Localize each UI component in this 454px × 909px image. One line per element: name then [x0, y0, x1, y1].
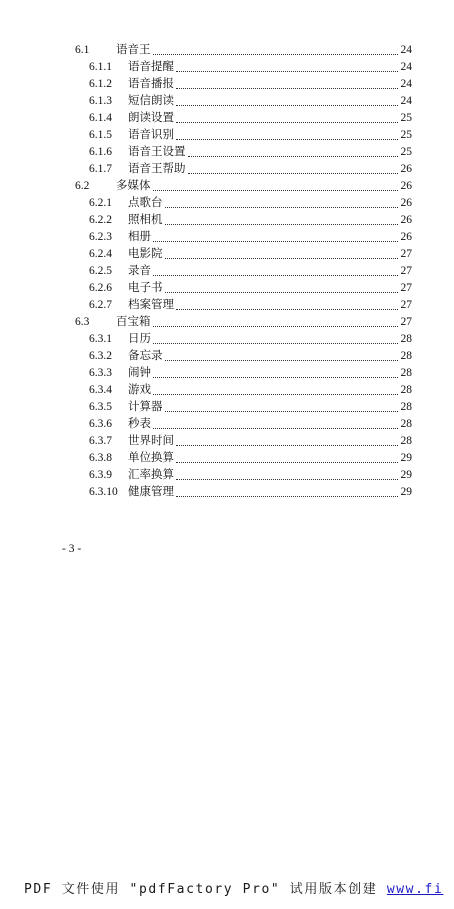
toc-entry-number: 6.2.7	[89, 299, 112, 311]
toc-entry-page: 27	[400, 265, 412, 277]
toc-entry-page: 25	[400, 129, 412, 141]
toc-entry-title: 档案管理	[128, 299, 174, 311]
toc-entry-page: 24	[400, 44, 412, 56]
toc-subsection-entry[interactable]	[0, 399, 454, 416]
toc-entry-number: 6.2.5	[89, 265, 112, 277]
toc-entry-number: 6.3.10	[89, 486, 118, 498]
toc-entry-number: 6.1.2	[89, 78, 112, 90]
toc-entry-page: 29	[400, 486, 412, 498]
toc-entry-page: 25	[400, 146, 412, 158]
toc-dot-leader	[165, 207, 399, 208]
toc-dot-leader	[153, 275, 398, 276]
toc-entry-title: 游戏	[128, 384, 151, 396]
toc-entry-number: 6.1.5	[89, 129, 112, 141]
toc-entry-number: 6.1.6	[89, 146, 112, 158]
toc-entry-page: 26	[400, 214, 412, 226]
toc-entry-title: 闹钟	[128, 367, 151, 379]
toc-entry-page: 24	[400, 61, 412, 73]
toc-entry-page: 29	[400, 469, 412, 481]
toc-dot-leader	[153, 428, 398, 429]
toc-entry-page: 28	[400, 367, 412, 379]
toc-dot-leader	[165, 224, 399, 225]
watermark-link[interactable]: www.fi	[386, 882, 444, 897]
toc-entry-page: 26	[400, 163, 412, 175]
toc-entry-title: 百宝箱	[116, 316, 151, 328]
toc-subsection-entry[interactable]	[0, 297, 454, 314]
toc-subsection-entry[interactable]	[0, 263, 454, 280]
toc-entry-number: 6.1.3	[89, 95, 112, 107]
toc-dot-leader	[153, 190, 399, 191]
toc-entry-number: 6.2.2	[89, 214, 112, 226]
toc-dot-leader	[165, 360, 399, 361]
toc-subsection-entry[interactable]	[0, 246, 454, 263]
toc-dot-leader	[176, 88, 398, 89]
toc-subsection-entry[interactable]	[0, 127, 454, 144]
toc-dot-leader	[153, 377, 398, 378]
toc-dot-leader	[153, 54, 399, 55]
toc-entry-title: 语音提醒	[128, 61, 174, 73]
toc-entry-number: 6.3.4	[89, 384, 112, 396]
toc-dot-leader	[176, 462, 398, 463]
toc-entry-page: 28	[400, 384, 412, 396]
toc-entry-number: 6.2.1	[89, 197, 112, 209]
toc-entry-number: 6.3	[75, 316, 90, 328]
toc-subsection-entry[interactable]	[0, 348, 454, 365]
pdffactory-watermark	[24, 878, 443, 897]
toc-dot-leader	[176, 496, 398, 497]
table-of-contents	[0, 42, 454, 501]
toc-section-entry[interactable]	[0, 178, 454, 195]
toc-entry-title: 语音识别	[128, 129, 174, 141]
toc-subsection-entry[interactable]	[0, 195, 454, 212]
toc-subsection-entry[interactable]	[0, 76, 454, 93]
toc-entry-title: 单位换算	[128, 452, 174, 464]
toc-entry-title: 电子书	[128, 282, 163, 294]
toc-dot-leader	[165, 411, 399, 412]
toc-entry-title: 汇率换算	[128, 469, 174, 481]
toc-entry-number: 6.3.2	[89, 350, 112, 362]
toc-entry-title: 日历	[128, 333, 151, 345]
toc-entry-title: 健康管理	[128, 486, 174, 498]
toc-subsection-entry[interactable]	[0, 144, 454, 161]
toc-entry-title: 语音播报	[128, 78, 174, 90]
toc-entry-page: 27	[400, 282, 412, 294]
toc-entry-page: 26	[400, 231, 412, 243]
toc-entry-number: 6.3.7	[89, 435, 112, 447]
toc-entry-page: 26	[400, 180, 412, 192]
toc-subsection-entry[interactable]	[0, 450, 454, 467]
toc-entry-number: 6.3.3	[89, 367, 112, 379]
toc-entry-page: 28	[400, 401, 412, 413]
toc-subsection-entry[interactable]	[0, 382, 454, 399]
toc-entry-number: 6.2	[75, 180, 90, 192]
page-number: - 3 -	[62, 543, 82, 555]
toc-dot-leader	[176, 479, 398, 480]
toc-dot-leader	[188, 156, 399, 157]
toc-entry-title: 相册	[128, 231, 151, 243]
toc-subsection-entry[interactable]	[0, 416, 454, 433]
toc-subsection-entry[interactable]	[0, 280, 454, 297]
toc-subsection-entry[interactable]	[0, 161, 454, 178]
toc-entry-number: 6.2.4	[89, 248, 112, 260]
toc-subsection-entry[interactable]	[0, 484, 454, 501]
toc-section-entry[interactable]	[0, 314, 454, 331]
toc-entry-title: 多媒体	[116, 180, 151, 192]
toc-entry-page: 28	[400, 333, 412, 345]
toc-dot-leader	[176, 309, 398, 310]
toc-entry-title: 电影院	[128, 248, 163, 260]
toc-entry-page: 28	[400, 435, 412, 447]
toc-dot-leader	[153, 343, 398, 344]
toc-entry-page: 24	[400, 78, 412, 90]
toc-dot-leader	[188, 173, 399, 174]
toc-dot-leader	[176, 71, 398, 72]
toc-subsection-entry[interactable]	[0, 229, 454, 246]
toc-entry-number: 6.3.1	[89, 333, 112, 345]
toc-entry-title: 短信朗读	[128, 95, 174, 107]
toc-dot-leader	[165, 258, 399, 259]
toc-subsection-entry[interactable]	[0, 467, 454, 484]
toc-entry-title: 语音王帮助	[128, 163, 186, 175]
toc-entry-page: 25	[400, 112, 412, 124]
toc-entry-page: 27	[400, 299, 412, 311]
toc-dot-leader	[176, 139, 398, 140]
toc-entry-number: 6.1.7	[89, 163, 112, 175]
toc-subsection-entry[interactable]	[0, 331, 454, 348]
toc-entry-page: 27	[400, 316, 412, 328]
toc-subsection-entry[interactable]	[0, 110, 454, 127]
toc-entry-title: 照相机	[128, 214, 163, 226]
toc-entry-title: 秒表	[128, 418, 151, 430]
toc-entry-number: 6.3.8	[89, 452, 112, 464]
toc-entry-page: 24	[400, 95, 412, 107]
toc-section-entry[interactable]	[0, 42, 454, 59]
toc-entry-number: 6.1	[75, 44, 90, 56]
toc-entry-title: 录音	[128, 265, 151, 277]
toc-entry-page: 27	[400, 248, 412, 260]
toc-entry-title: 计算器	[128, 401, 163, 413]
toc-entry-number: 6.2.6	[89, 282, 112, 294]
toc-subsection-entry[interactable]	[0, 93, 454, 110]
toc-dot-leader	[153, 241, 398, 242]
toc-subsection-entry[interactable]	[0, 433, 454, 450]
toc-entry-number: 6.3.6	[89, 418, 112, 430]
toc-entry-page: 26	[400, 197, 412, 209]
toc-dot-leader	[153, 394, 398, 395]
toc-dot-leader	[176, 105, 398, 106]
toc-entry-number: 6.1.1	[89, 61, 112, 73]
toc-entry-page: 28	[400, 350, 412, 362]
toc-subsection-entry[interactable]	[0, 59, 454, 76]
toc-entry-title: 语音王设置	[128, 146, 186, 158]
toc-entry-number: 6.2.3	[89, 231, 112, 243]
toc-entry-page: 28	[400, 418, 412, 430]
toc-entry-number: 6.1.4	[89, 112, 112, 124]
toc-dot-leader	[153, 326, 399, 327]
toc-entry-page: 29	[400, 452, 412, 464]
watermark-text: PDF 文件使用 "pdfFactory Pro" 试用版本创建	[24, 882, 387, 897]
toc-entry-number: 6.3.9	[89, 469, 112, 481]
toc-entry-title: 语音王	[116, 44, 151, 56]
toc-dot-leader	[176, 445, 398, 446]
toc-entry-title: 点歌台	[128, 197, 163, 209]
toc-subsection-entry[interactable]	[0, 365, 454, 382]
toc-entry-number: 6.3.5	[89, 401, 112, 413]
toc-dot-leader	[165, 292, 399, 293]
toc-entry-title: 朗读设置	[128, 112, 174, 124]
toc-subsection-entry[interactable]	[0, 212, 454, 229]
toc-dot-leader	[176, 122, 398, 123]
toc-entry-title: 世界时间	[128, 435, 174, 447]
toc-entry-title: 备忘录	[128, 350, 163, 362]
